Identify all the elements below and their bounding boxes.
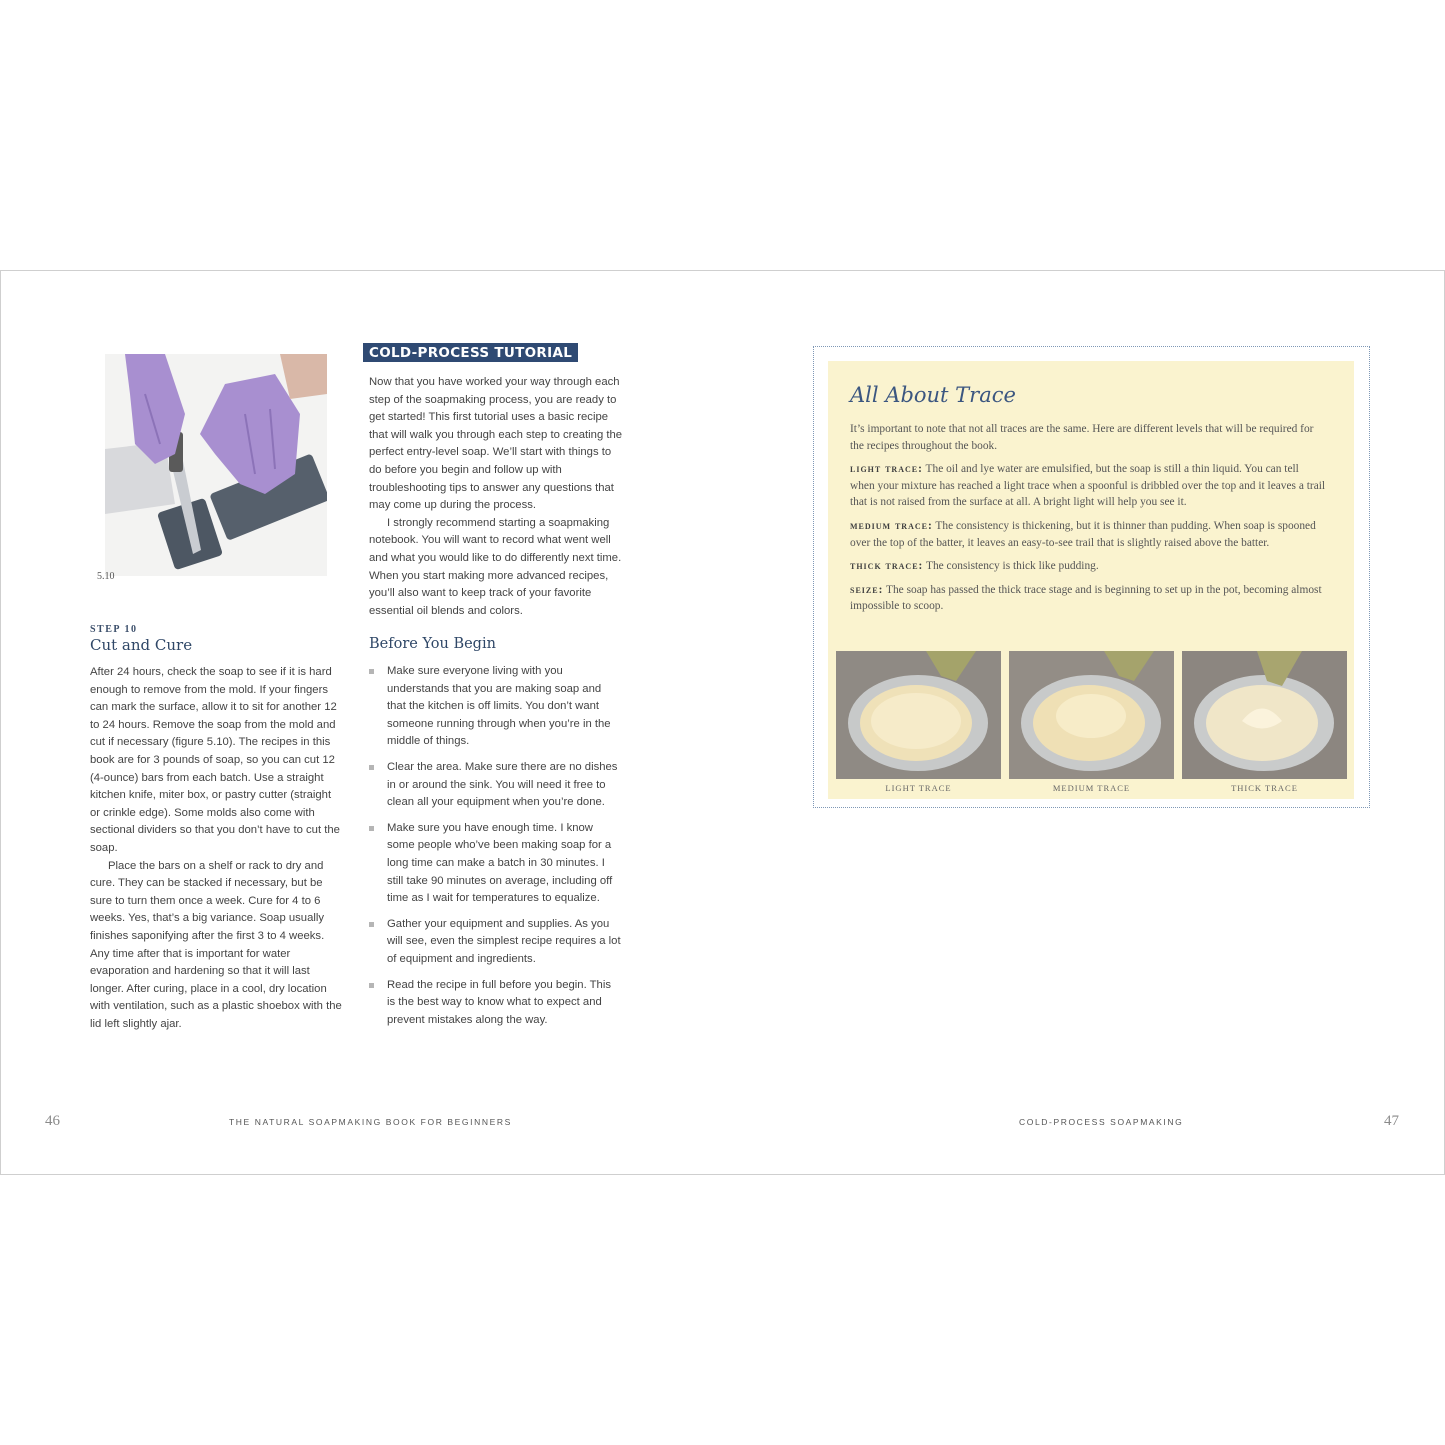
trace-text [850,421,1326,622]
thick-trace-photo [1182,651,1347,779]
section-banner: COLD-PROCESS TUTORIAL [363,343,578,362]
paragraph: Place the bars on a shelf or rack to dry and cure. They can be stacked if necessary, but be sure to turn them once a week. Cure for 4 to 6 weeks. Yes, that’s a big variance. Soap usually finishes saponifying after the first 3 to 4 weeks. Any time after that is important for water evaporation and hardening so that it will last longer. After curing, place in a cool, dry location with ventilation, such as a plastic shoebox with the lid left slightly ajar. [90,859,342,1030]
cut-and-cure-text [90,664,344,1033]
trace-definition: The oil and lye water are emulsified, but the soap is still a thin liquid. You can tell when your mixture has reached a light trace when a spoonful is dribbled over the top and it leaves a trail that is not raised from the surface at all. A bright light will help you see it. [850,463,1326,509]
caption-light-trace: LIGHT TRACE [885,783,952,793]
trace-term: seize: [850,583,884,596]
step-title: Cut and Cure [90,636,193,654]
trace-term: light trace: [850,463,923,476]
tutorial-intro-text [369,374,623,620]
caption-thick-trace: THICK TRACE [1231,783,1298,793]
book-spread [0,270,1445,1175]
list-item-text: Make sure everyone living with you understands that you are making soap and that the kitchen is off limits. You don’t want someone running through when you’re in the middle of things. [387,665,611,748]
list-item [369,663,621,751]
paragraph: Now that you have worked your way through each step of the soapmaking process, you are ready to get started! This first tutorial uses a basic recipe that will walk you through each step to creating the perfect entry-level soap. We’ll start with things to do before you begin and follow up with troubleshooting tips to answer any questions that may come up during the process. [369,376,623,512]
step-label: STEP 10 [90,624,138,635]
right-running-head: COLD-PROCESS SOAPMAKING [1019,1117,1184,1127]
left-running-head: THE NATURAL SOAPMAKING BOOK FOR BEGINNERS [229,1117,512,1127]
list-item-text: Make sure you have enough time. I know some people who’ve been making soap for a long time can make a batch in 30 minutes. I still take 90 minutes on average, including off time as I wait for temperatures to equalize. [387,821,613,905]
before-you-begin-heading: Before You Begin [369,636,496,652]
trace-term: thick trace: [850,560,924,573]
bullet-square-icon [369,826,374,831]
list-item [369,759,621,812]
list-item-text: Read the recipe in full before you begin. This is the best way to know what to expect and prevent mistakes along the way. [387,978,611,1026]
trace-sidebar [813,346,1370,808]
list-item [369,820,621,908]
cutting-soap-illustration [105,354,327,576]
figure-label: 5.10 [97,571,115,582]
trace-item [850,582,1326,615]
bullet-square-icon [369,922,374,927]
trace-item [850,461,1326,511]
list-item-text: Gather your equipment and supplies. As you will see, even the simplest recipe requires a lot of equipment and ingredients. [387,917,621,965]
bullet-square-icon [369,669,374,674]
trace-definition: The soap has passed the thick trace stage and is beginning to set up in the pot, becoming almost impossible to scoop. [850,583,1322,613]
bullet-square-icon [369,765,374,770]
trace-term: medium trace: [850,519,933,532]
light-trace-photo [836,651,1001,779]
right-page-number: 47 [1384,1113,1399,1129]
medium-trace-photo [1009,651,1174,779]
trace-item [850,518,1326,551]
list-item-text: Clear the area. Make sure there are no dishes in or around the sink. You will need it free to clean all your equipment when you’re done. [387,760,618,809]
caption-medium-trace: MEDIUM TRACE [1052,783,1131,793]
checklist [369,663,621,1037]
trace-sidebar-panel [828,361,1354,799]
list-item [369,977,621,1030]
trace-definition: The consistency is thickening, but it is thinner than pudding. When soap is spooned over the top of the batter, it leaves an easy-to-see trail that is slightly raised above the batter. [850,519,1316,549]
paragraph: After 24 hours, check the soap to see if it is hard enough to remove from the mold. If your fingers can mark the surface, allow it to sit for another 12 to 24 hours. Remove the soap from the mold and cut if necessary (figure 5.10). The recipes in this book are for 3 pounds of soap, so you can cut 12 (4-ounce) bars from each batch. Use a straight kitchen knife, miter box, or pastry cutter (straight or crinkle edge). Some molds also come with sectional dividers so that you don’t have to cut the soap. [90,666,340,854]
trace-item [850,558,1326,575]
trace-title: All About Trace [850,383,1016,407]
left-page-number: 46 [45,1113,60,1129]
trace-intro: It’s important to note that not all traces are the same. Here are different levels that will be required for the recipes throughout the book. [850,423,1314,452]
bullet-square-icon [369,983,374,988]
trace-definition: The consistency is thick like pudding. [925,560,1099,573]
list-item [369,916,621,969]
paragraph: I strongly recommend starting a soapmaking notebook. You will want to record what went well and what you would like to do differently next time. When you start making more advanced recipes, you’ll also want to keep track of your favorite essential oil blends and colors. [369,516,622,617]
